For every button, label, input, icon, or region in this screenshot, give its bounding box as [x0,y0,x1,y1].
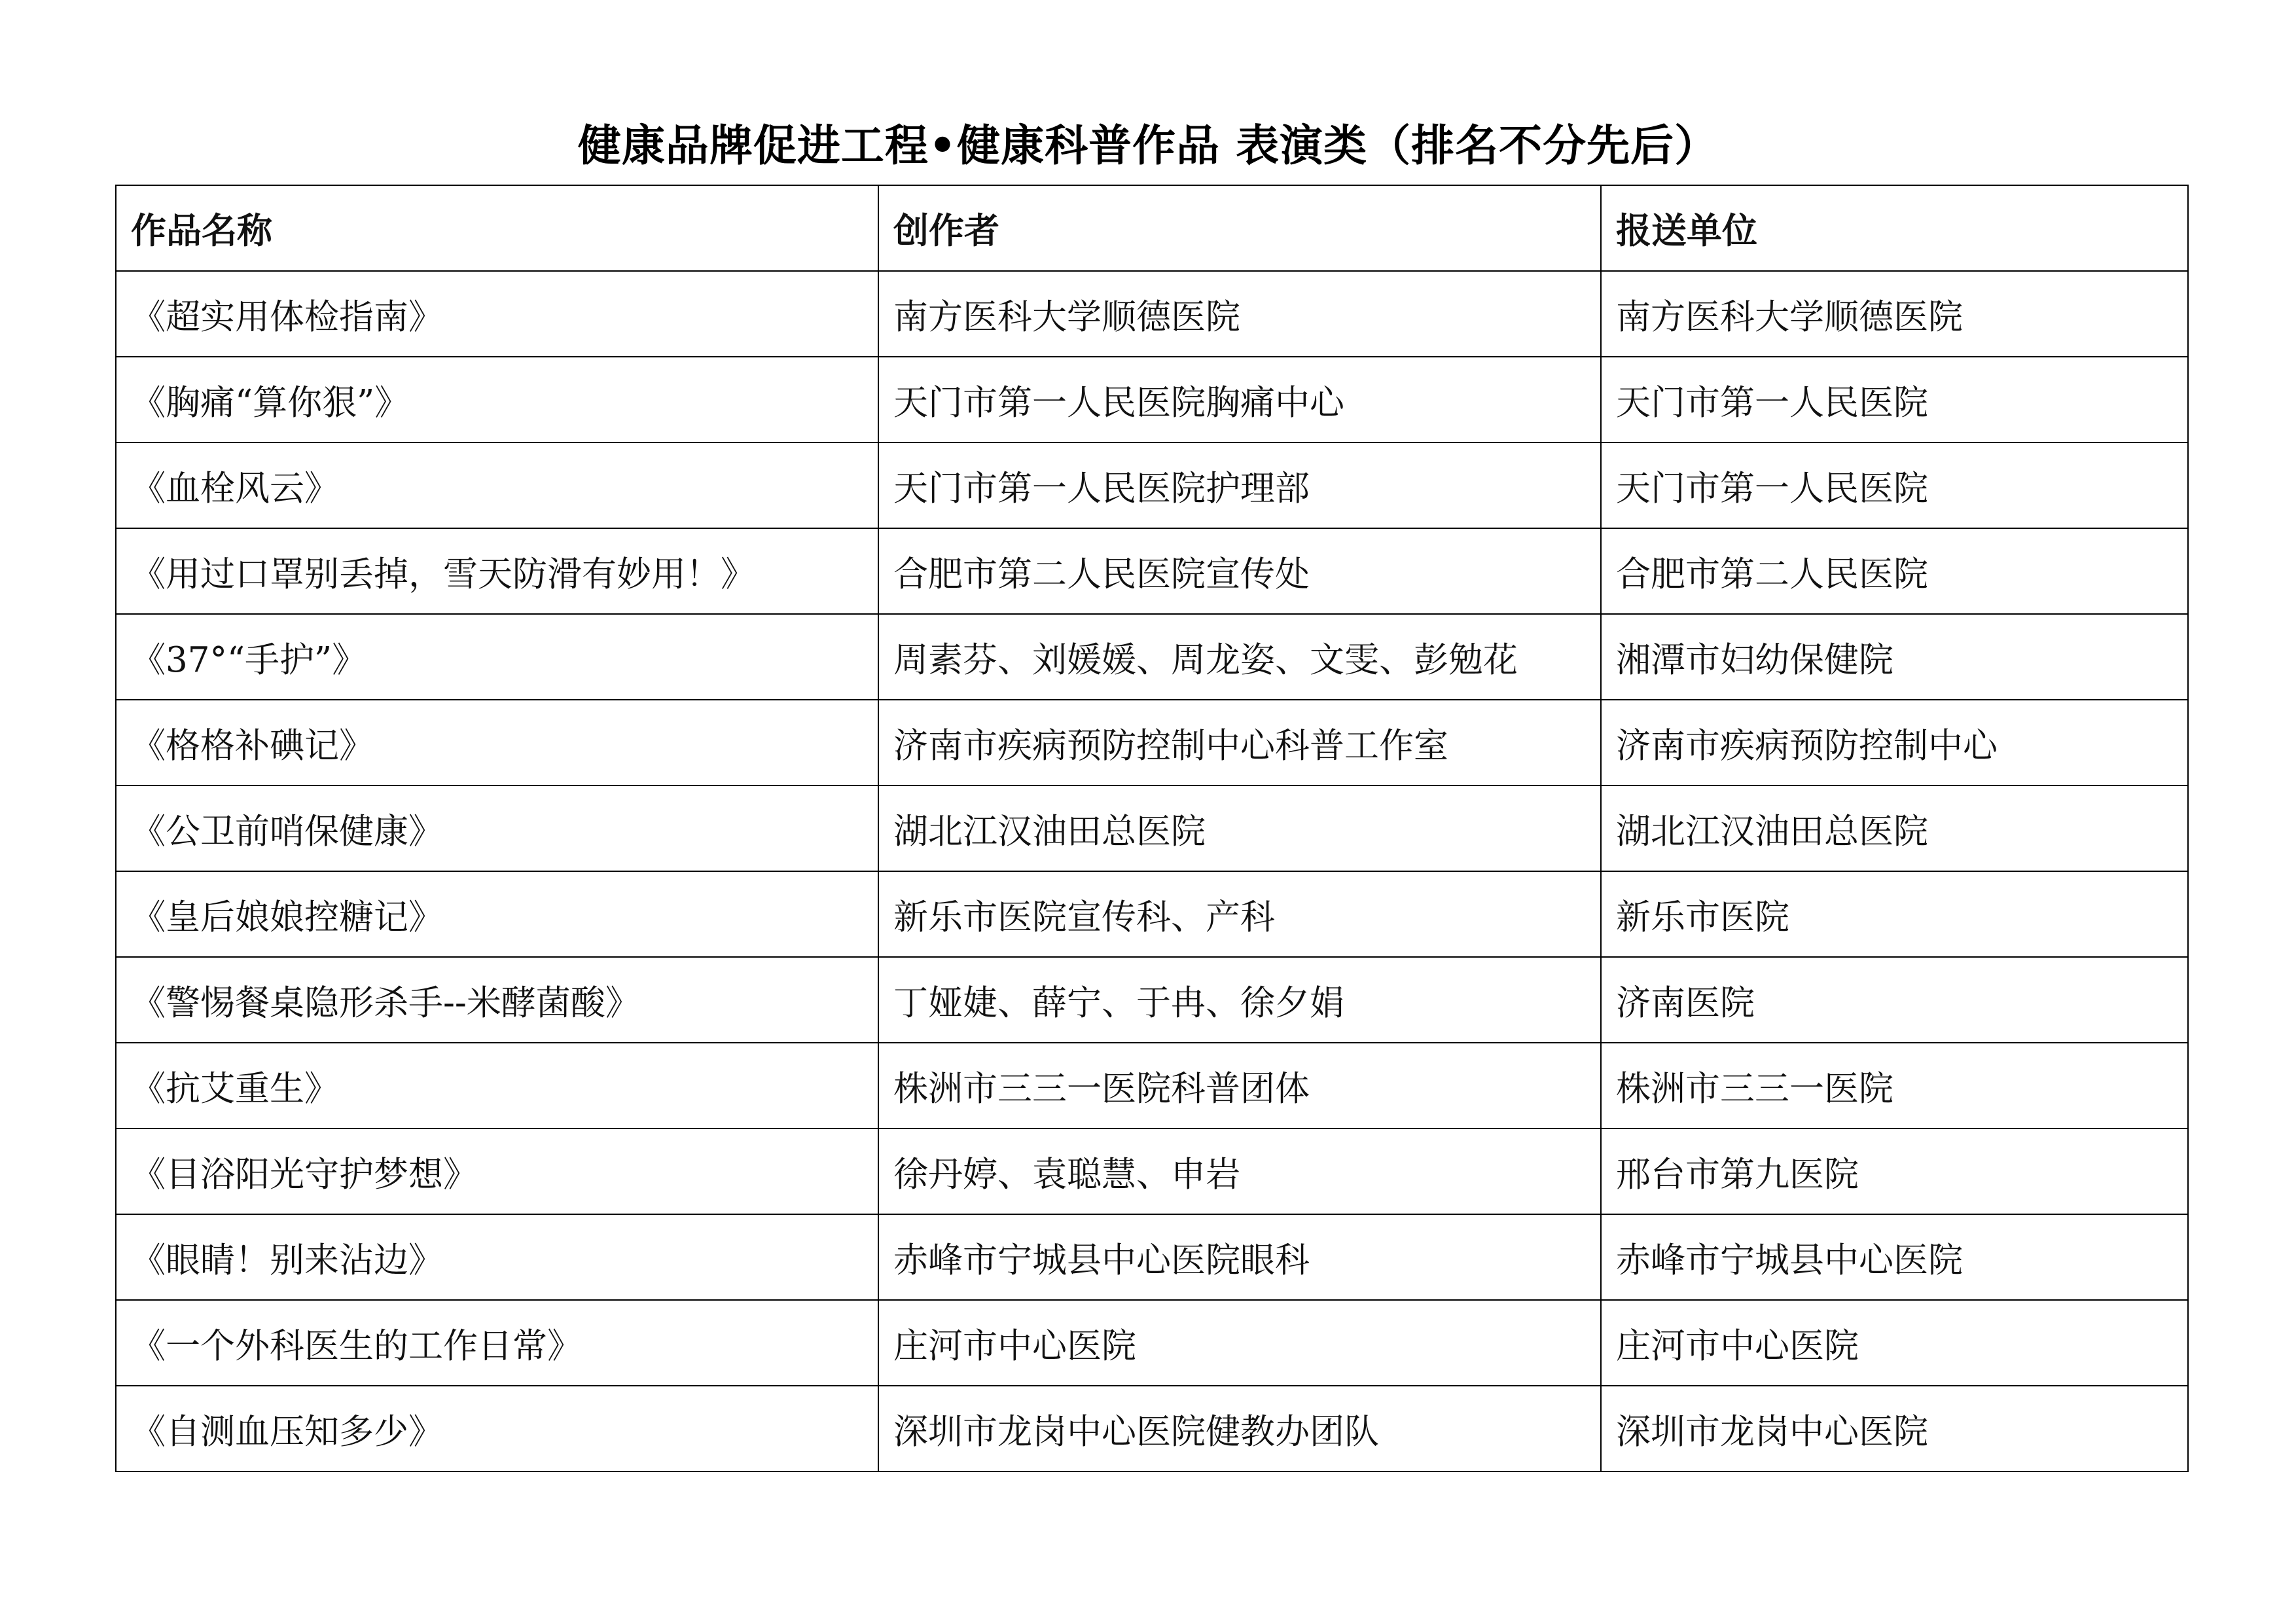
creator-cell: 株洲市三三一医院科普团体 [878,1043,1601,1128]
table-row [116,614,2188,700]
page-title: 健康品牌促进工程•健康科普作品 表演类（排名不分先后） [577,120,1719,171]
creator-cell: 南方医科大学顺德医院 [878,271,1601,357]
work-title-cell: 《用过口罩别丢掉，雪天防滑有妙用！》 [116,528,878,614]
table-row [116,957,2188,1043]
submitting-unit-cell: 济南医院 [1601,957,2188,1043]
work-title-cell: 《血栓风云》 [116,442,878,528]
table-row [116,1300,2188,1386]
table-row [116,871,2188,957]
table-row [116,528,2188,614]
header-work-title: 作品名称 [116,185,878,271]
submitting-unit-cell: 庄河市中心医院 [1601,1300,2188,1386]
submitting-unit-cell: 赤峰市宁城县中心医院 [1601,1214,2188,1300]
work-title-cell: 《37°“手护”》 [116,614,878,700]
table-row [116,785,2188,871]
table-row [116,357,2188,442]
header-creator: 创作者 [878,185,1601,271]
work-title-cell: 《超实用体检指南》 [116,271,878,357]
submitting-unit-cell: 湘潭市妇幼保健院 [1601,614,2188,700]
table-row [116,1128,2188,1214]
work-title-cell: 《一个外科医生的工作日常》 [116,1300,878,1386]
works-table [115,185,2189,1472]
creator-cell: 庄河市中心医院 [878,1300,1601,1386]
submitting-unit-cell: 湖北江汉油田总医院 [1601,785,2188,871]
work-title-cell: 《抗艾重生》 [116,1043,878,1128]
work-title-cell: 《警惕餐桌隐形杀手--米酵菌酸》 [116,957,878,1043]
submitting-unit-cell: 邢台市第九医院 [1601,1128,2188,1214]
creator-cell: 湖北江汉油田总医院 [878,785,1601,871]
creator-cell: 丁娅婕、薛宁、于冉、徐夕娟 [878,957,1601,1043]
table-row [116,442,2188,528]
creator-cell: 济南市疾病预防控制中心科普工作室 [878,700,1601,785]
table-row [116,1214,2188,1300]
creator-cell: 天门市第一人民医院胸痛中心 [878,357,1601,442]
work-title-cell: 《格格补碘记》 [116,700,878,785]
header-submitting-unit: 报送单位 [1601,185,2188,271]
submitting-unit-cell: 合肥市第二人民医院 [1601,528,2188,614]
submitting-unit-cell: 南方医科大学顺德医院 [1601,271,2188,357]
creator-cell: 天门市第一人民医院护理部 [878,442,1601,528]
table-row [116,1386,2188,1471]
submitting-unit-cell: 天门市第一人民医院 [1601,357,2188,442]
work-title-cell: 《皇后娘娘控糖记》 [116,871,878,957]
work-title-cell: 《眼睛！别来沾边》 [116,1214,878,1300]
submitting-unit-cell: 深圳市龙岗中心医院 [1601,1386,2188,1471]
creator-cell: 赤峰市宁城县中心医院眼科 [878,1214,1601,1300]
submitting-unit-cell: 济南市疾病预防控制中心 [1601,700,2188,785]
work-title-cell: 《目浴阳光守护梦想》 [116,1128,878,1214]
work-title-cell: 《公卫前哨保健康》 [116,785,878,871]
creator-cell: 新乐市医院宣传科、产科 [878,871,1601,957]
creator-cell: 合肥市第二人民医院宣传处 [878,528,1601,614]
work-title-cell: 《胸痛“算你狠”》 [116,357,878,442]
table-header-row [116,185,2188,271]
table-row [116,271,2188,357]
creator-cell: 周素芬、刘媛媛、周龙姿、文雯、彭勉花 [878,614,1601,700]
work-title-cell: 《自测血压知多少》 [116,1386,878,1471]
creator-cell: 徐丹婷、袁聪慧、申岩 [878,1128,1601,1214]
table-row [116,1043,2188,1128]
creator-cell: 深圳市龙岗中心医院健教办团队 [878,1386,1601,1471]
table-row [116,700,2188,785]
submitting-unit-cell: 天门市第一人民医院 [1601,442,2188,528]
submitting-unit-cell: 株洲市三三一医院 [1601,1043,2188,1128]
submitting-unit-cell: 新乐市医院 [1601,871,2188,957]
